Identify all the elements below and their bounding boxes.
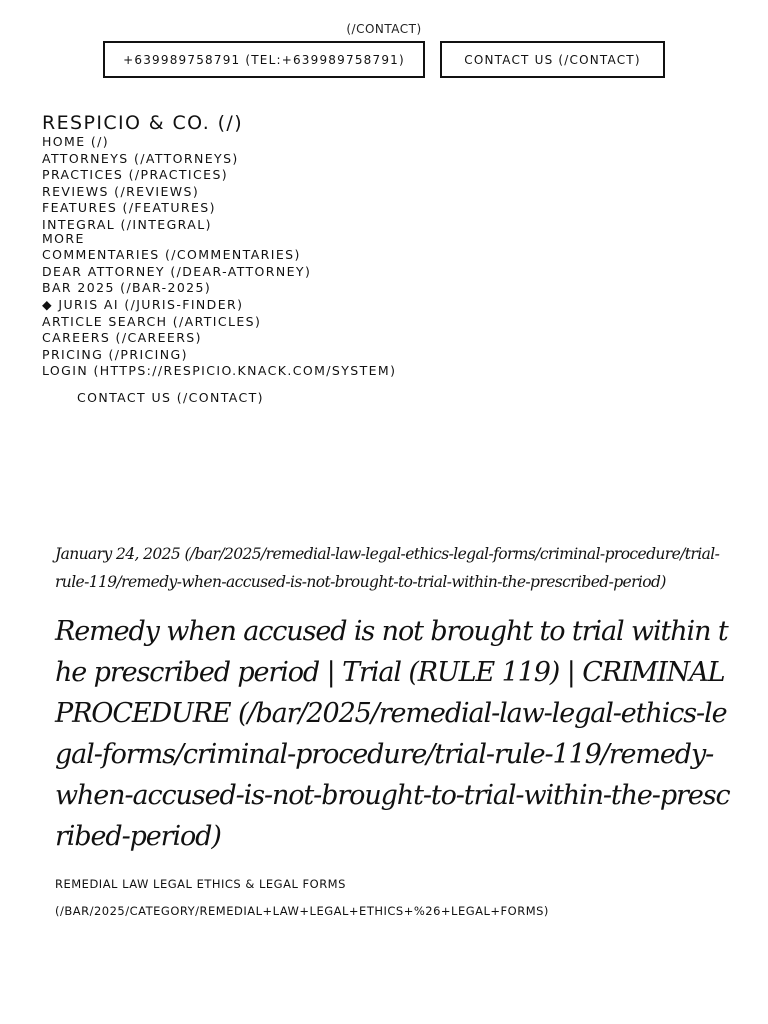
nav-link-practices[interactable]: PRACTICES (/PRACTICES) xyxy=(42,167,229,183)
nav-link-dear-attorney[interactable]: DEAR ATTORNEY (/DEAR-ATTORNEY) xyxy=(42,263,312,279)
nav-link-login[interactable]: LOGIN (HTTPS://RESPICIO.KNACK.COM/SYSTEM) xyxy=(42,363,397,379)
nav-item-article-search[interactable] xyxy=(42,314,396,331)
nav-item-reviews[interactable] xyxy=(42,184,396,201)
nav-link-integral[interactable]: INTEGRAL (/INTEGRAL) xyxy=(42,216,212,232)
nav-item-login[interactable] xyxy=(42,363,396,380)
nav-item-features[interactable] xyxy=(42,200,396,217)
nav-item-pricing[interactable] xyxy=(42,347,396,364)
brand-home-link[interactable]: RESPICIO & CO. (/) xyxy=(42,112,244,134)
nav-link-home[interactable]: HOME (/) xyxy=(42,134,110,149)
nav-link-article-search[interactable]: ARTICLE SEARCH (/ARTICLES) xyxy=(42,313,262,329)
nav-contact-link[interactable]: CONTACT US (/CONTACT) xyxy=(77,390,264,405)
nav-link-reviews[interactable]: REVIEWS (/REVIEWS) xyxy=(42,183,200,199)
nav-item-attorneys[interactable] xyxy=(42,151,396,168)
nav-item-careers[interactable] xyxy=(42,330,396,347)
top-contact-link[interactable]: (/CONTACT) xyxy=(346,22,422,36)
nav-link-juris-ai[interactable]: ◆ JURIS AI (/JURIS-FINDER) xyxy=(42,296,244,312)
nav-item-juris-ai[interactable] xyxy=(42,297,396,314)
contact-us-button[interactable]: CONTACT US (/CONTACT) xyxy=(440,41,665,78)
nav-link-commentaries[interactable]: COMMENTARIES (/COMMENTARIES) xyxy=(42,247,301,263)
nav-more-toggle[interactable]: MORE xyxy=(42,230,85,246)
phone-button[interactable]: +639989758791 (TEL:+639989758791) xyxy=(103,41,425,78)
nav-item-home[interactable] xyxy=(42,134,396,151)
nav-item-bar-2025[interactable] xyxy=(42,280,396,297)
nav-item-dear-attorney[interactable] xyxy=(42,264,396,281)
nav-item-practices[interactable] xyxy=(42,167,396,184)
post-title: Remedy when accused is not brought to trial within the prescribed period | Trial (RULE 119) | CRIMINAL PROCEDURE (/bar/2025/remedial-law-legal-ethics-legal-forms/criminal-procedure/trial-rule-119/remedy-when-accused-is-not-brought-to-trial-within-the-prescribed-period) xyxy=(55,616,730,852)
nav-link-bar-2025[interactable]: BAR 2025 (/BAR-2025) xyxy=(42,280,212,296)
nav-link-features[interactable]: FEATURES (/FEATURES) xyxy=(42,200,216,216)
main-nav xyxy=(42,134,396,380)
nav-link-pricing[interactable]: PRICING (/PRICING) xyxy=(42,346,188,362)
post-date-link[interactable]: January 24, 2025 (/bar/2025/remedial-law-legal-ethics-legal-forms/criminal-procedure/trial-rule-119/remedy-when-accused-is-not-brought-to-trial-within-the-prescribed-period) xyxy=(55,545,720,591)
nav-link-careers[interactable]: CAREERS (/CAREERS) xyxy=(42,330,202,346)
post-category-link[interactable]: REMEDIAL LAW LEGAL ETHICS & LEGAL FORMS (/BAR/2025/CATEGORY/REMEDIAL+LAW+LEGAL+ETHICS+%26+LEGAL+FORMS) xyxy=(55,877,549,918)
nav-item-commentaries[interactable] xyxy=(42,247,396,264)
nav-link-attorneys[interactable]: ATTORNEYS (/ATTORNEYS) xyxy=(42,150,239,166)
